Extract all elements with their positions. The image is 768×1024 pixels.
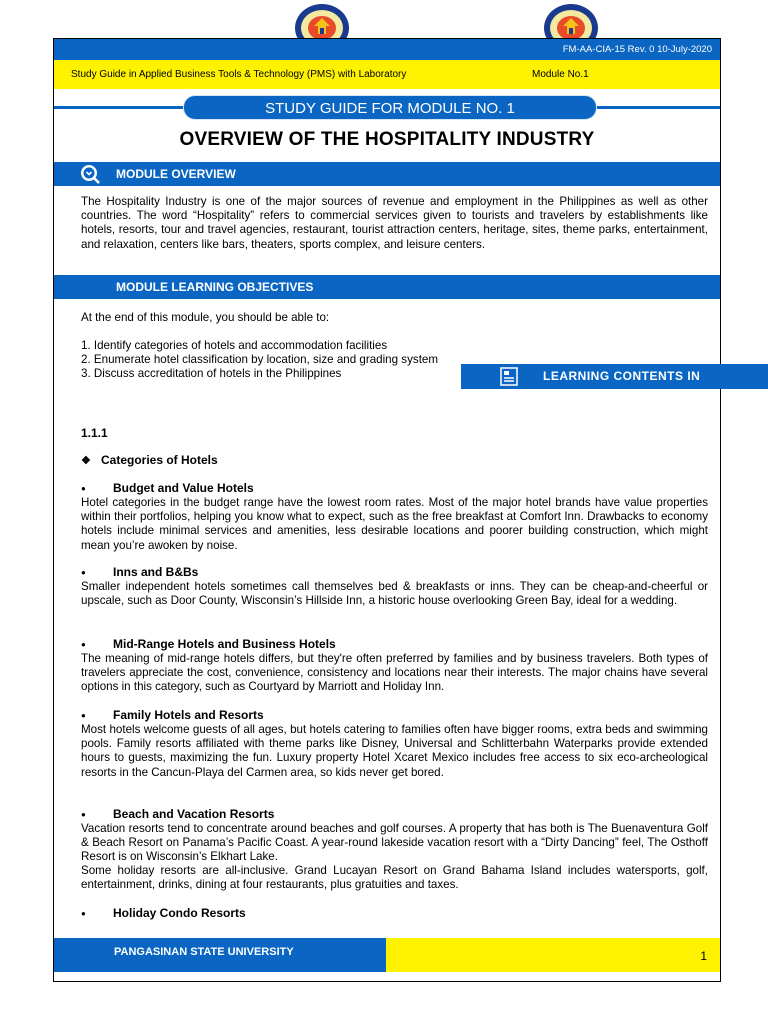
bullet-icon: ● [81,909,86,919]
bullet-icon: ● [81,640,86,650]
subsection-title: Mid-Range Hotels and Business Hotels [113,637,336,651]
study-guide-title: STUDY GUIDE FOR MODULE NO. 1 [183,95,597,120]
subsection-title: Budget and Value Hotels [113,481,254,495]
subsection-text: Some holiday resorts are all-inclusive. Grand Lucayan Resort on Grand Bahama Island includes watersports, golf, entertainment, drinks, dining at four restaurants, plus gratuities and taxes. [81,864,708,892]
course-bar [54,60,720,89]
bullet-icon: ● [81,568,86,578]
module-number: Module No.1 [532,69,589,80]
subsection-heading [81,708,264,722]
footer-university-bar [54,938,386,972]
subsection-heading [81,481,254,495]
diamond-bullet-icon: ❖ [81,455,91,467]
subsection-heading [81,906,246,920]
bullet-icon: ● [81,810,86,820]
module-overview-bar [54,162,720,186]
learning-contents-bar [461,364,768,389]
section-number: 1.1.1 [81,426,108,440]
course-title: Study Guide in Applied Business Tools & Technology (PMS) with Laboratory [71,69,407,80]
subsection-heading [81,807,274,821]
category-title: Categories of Hotels [101,453,218,467]
magnifier-icon [79,163,101,185]
subsection-title: Family Hotels and Resorts [113,708,264,722]
form-code: FM-AA-CIA-15 Rev. 0 10-July-2020 [562,44,712,55]
learning-objectives-bar [54,275,720,299]
subsection-text: Most hotels welcome guests of all ages, but hotels catering to families often have bigger rooms, extra beds and swimming pools. Family resorts affiliated with theme parks like Disney, Universal and Schlitterbahn Waterparks provide extended hours to guests, maximizing the fun. Luxury property Hotel Xcaret Mexico includes free access to six eco-archeological resorts in the Cancun-Playa del Carmen area, so kids never get bored. [81,723,708,779]
page-number: 1 [700,949,707,963]
objectives-intro: At the end of this module, you should be able to: [81,311,330,324]
bullet-icon: ● [81,484,86,494]
subsection-text: Hotel categories in the budget range have the lowest room rates. Most of the major hotel brands have value properties within their portfolios, helping you know what to expect, such as the free breakfast at Comfort Inn. Drawbacks to economy hotels include minimal services and amenities, less desirable locations and poorer building construction, which might mean you’re awoken by noise. [81,496,708,552]
document-icon [499,367,519,386]
learning-contents-heading: LEARNING CONTENTS IN [543,369,701,383]
overview-text: The Hospitality Industry is one of the major sources of revenue and employment in the Philippines as well as other countries. The word “Hospitality” refers to commercial services given to tourists and travelers by establishments like hotels, resorts, tour and travel agencies, restaurant, tourist attraction centers, heritage, sites, theme parks, entertainment, and relaxation, centers like bars, theaters, sports complex, and leisure centers. [81,195,708,251]
objective-item: 2. Enumerate hotel classification by location, size and grading system [81,353,439,366]
page-title: OVERVIEW OF THE HOSPITALITY INDUSTRY [179,129,595,150]
learning-objectives-heading: MODULE LEARNING OBJECTIVES [116,280,314,294]
subsection-heading [81,637,336,651]
objective-item: 1. Identify categories of hotels and accommodation facilities [81,339,388,352]
objective-item: 3. Discuss accreditation of hotels in the Philippines [81,367,342,380]
footer-page-bar [386,938,720,972]
subsection-title: Beach and Vacation Resorts [113,807,275,821]
form-code-bar [54,39,720,60]
category-heading [81,453,218,467]
subsection-text: Smaller independent hotels sometimes call themselves bed & breakfasts or inns. They can be cheap-and-cheerful or upscale, such as Door County, Wisconsin’s Hillside Inn, a historic house overlooking Green Bay, ideal for a wedding. [81,580,708,608]
bullet-icon: ● [81,711,86,721]
module-overview-heading: MODULE OVERVIEW [116,167,236,181]
subsection-title: Inns and B&Bs [113,565,199,579]
subsection-text: Vacation resorts tend to concentrate around beaches and golf courses. A property that has both is The Buenaventura Golf & Beach Resort on Panama’s Pacific Coast. A year-round lakeside vacation resort with a “Dirty Dancing” feel, The Osthoff Resort is on Wisconsin’s Elkhart Lake. [81,822,708,864]
footer-university: PANGASINAN STATE UNIVERSITY [114,946,294,958]
subsection-heading [81,565,198,579]
subsection-title: Holiday Condo Resorts [113,906,246,920]
subsection-text: The meaning of mid-range hotels differs, but they're often preferred by families and by business travelers. Both types of travelers appreciate the cost, convenience, consistency and locations near their interests. The major chains have several options in this category, such as Courtyard by Marriott and Holiday Inn. [81,652,708,694]
